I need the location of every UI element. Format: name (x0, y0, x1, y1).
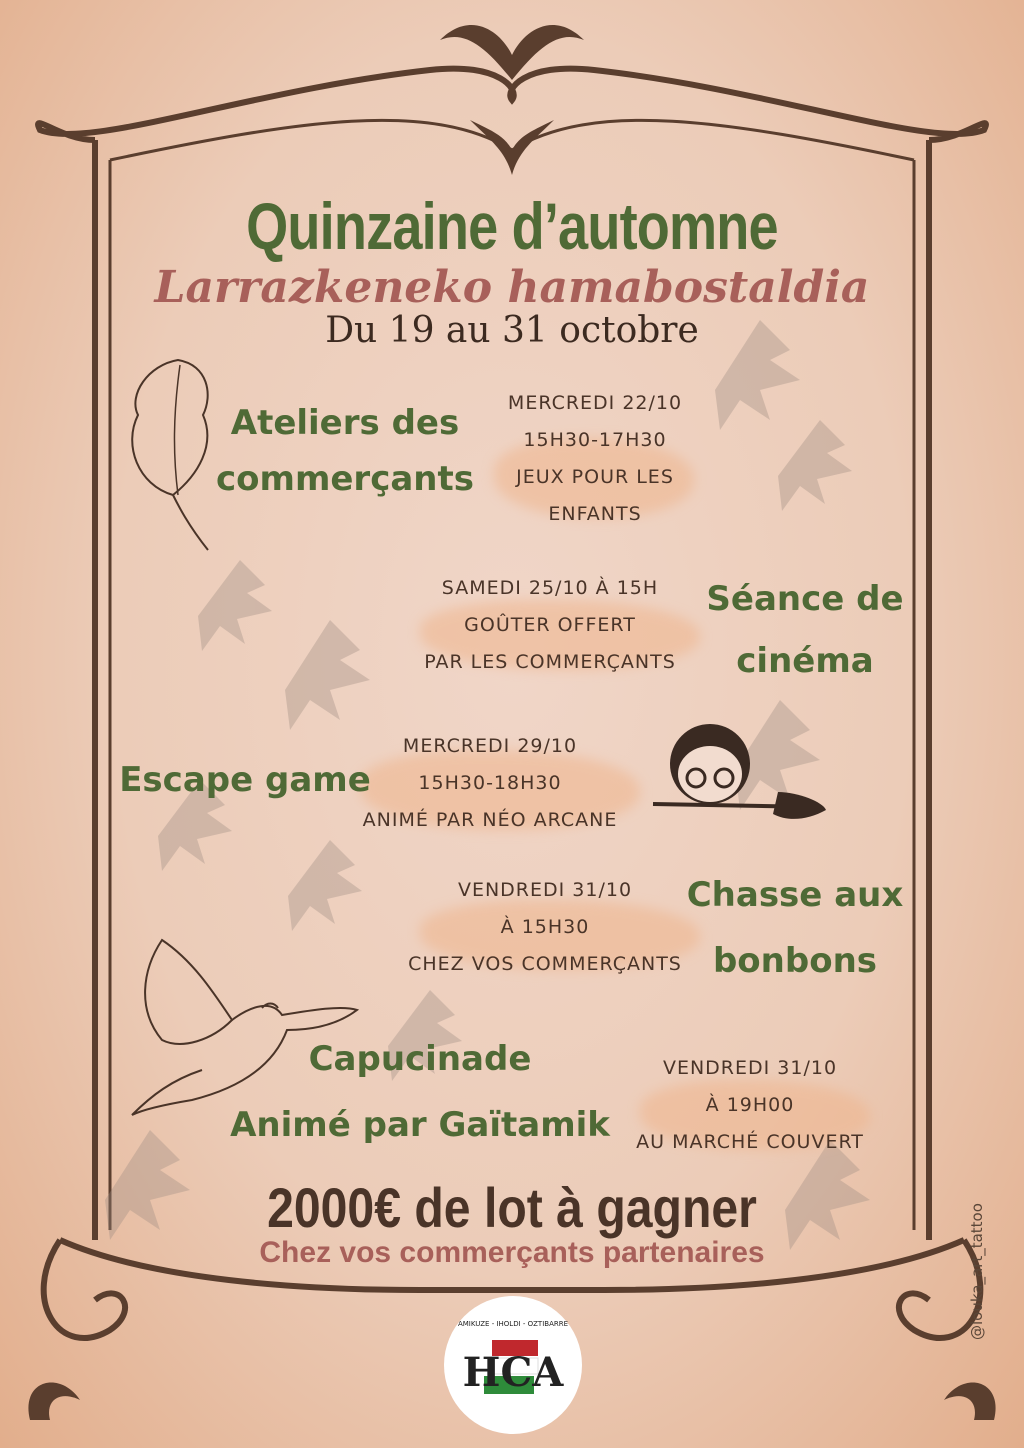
event-name-line: Chasse aux (686, 875, 904, 915)
event-name (220, 1026, 620, 1158)
oak-leaf-icon (118, 355, 218, 555)
event-info-line: CHEZ VOS COMMERÇANTS (408, 953, 682, 975)
logo-letters: HCA (462, 1349, 564, 1396)
event-name-line: Escape game (119, 760, 371, 800)
event-info (390, 570, 710, 681)
hca-logo-mark (448, 1300, 578, 1430)
poster-subtitle: Larrazkeneko hamabostaldia (154, 262, 870, 313)
event-info-line: ENFANTS (548, 503, 642, 525)
event-name (700, 568, 910, 692)
event-info (385, 872, 705, 983)
poster-title: Quinzaine d’automne (246, 189, 778, 263)
event-name-line: Séance de (706, 579, 904, 619)
event-info-line: ANIMÉ PAR NÉO ARCANE (362, 809, 618, 831)
event-info-line: 15H30-17H30 (523, 429, 667, 451)
event-info-line: AU MARCHÉ COUVERT (636, 1131, 864, 1153)
event-info-line: JEUX POUR LES (516, 466, 674, 488)
event-info-line: PAR LES COMMERÇANTS (424, 651, 676, 673)
event-info-line: VENDREDI 31/10 (662, 1057, 838, 1079)
event-info-line: VENDREDI 31/10 (457, 879, 633, 901)
wizard-on-broom-icon (648, 712, 828, 832)
event-info-line: À 15H30 (500, 916, 590, 938)
event-info-line: À 19H00 (705, 1094, 795, 1116)
event-info (340, 728, 640, 839)
event-name-line: Capucinade (308, 1039, 532, 1079)
event-info-line: MERCREDI 29/10 (402, 735, 578, 757)
event-name-line: cinéma (736, 641, 874, 681)
event-name (215, 395, 475, 507)
event-name-line: commerçants (216, 459, 474, 499)
hca-logo (448, 1300, 578, 1430)
event-name-line: Ateliers des (230, 403, 460, 443)
event-info-line: 15H30-18H30 (418, 772, 562, 794)
artist-credit: @louka_art_tattoo (968, 1203, 986, 1340)
event-info-line: GOÛTER OFFERT (464, 614, 636, 636)
prize-headline: 2000€ de lot à gagner (267, 1176, 757, 1239)
event-info (480, 385, 710, 533)
event-name-line: bonbons (712, 941, 878, 981)
event-info (610, 1050, 890, 1161)
event-info-line: MERCREDI 22/10 (507, 392, 683, 414)
event-name (680, 862, 910, 994)
event-info-line: SAMEDI 25/10 À 15H (441, 577, 659, 599)
logo-ring-text: AMIKUZE - IHOLDI - OZTIBARRE (457, 1320, 569, 1328)
event-dates: Du 19 au 31 octobre (325, 310, 699, 351)
partners-line: Chez vos commerçants partenaires (259, 1236, 765, 1269)
event-name-line: Animé par Gaïtamik (230, 1105, 610, 1145)
